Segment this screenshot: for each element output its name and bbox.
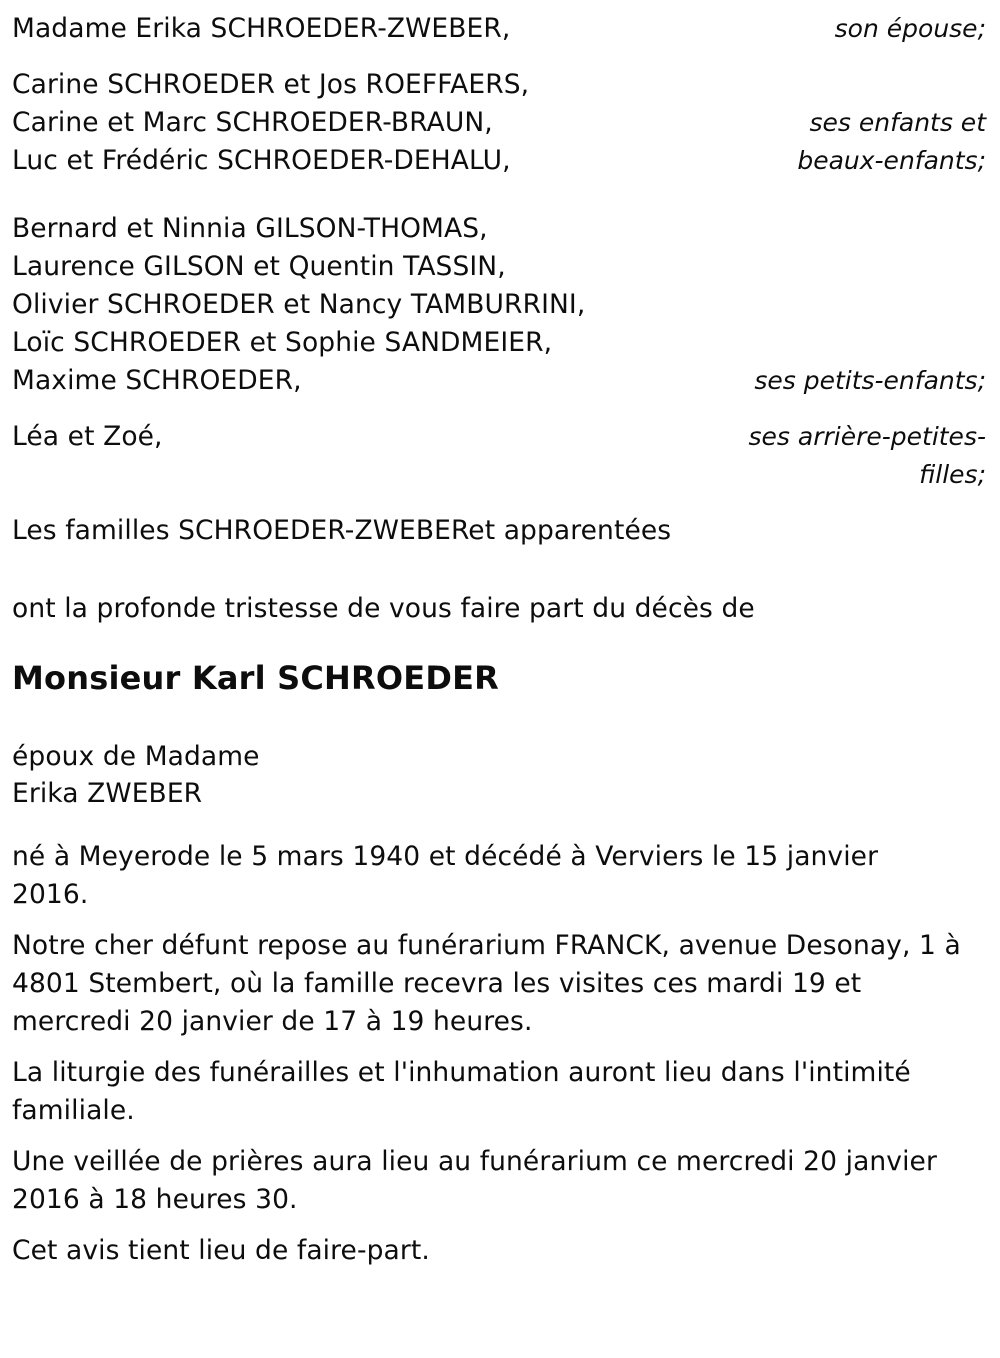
spouse-name: Erika ZWEBER — [12, 778, 203, 809]
spacer — [12, 628, 988, 658]
spacer — [12, 48, 988, 66]
detail-paragraph-vigil: Une veillée de prières aura lieu au funérarium ce mercredi 20 janvier 2016 à 18 heures 30. — [12, 1146, 937, 1215]
relation-names-spouse — [12, 10, 510, 48]
deceased-name: Monsieur Karl SCHROEDER — [12, 659, 499, 697]
relation-role-spouse: son épouse; — [834, 14, 986, 43]
relation-name-line: Madame Erika SCHROEDER-ZWEBER, — [12, 13, 511, 44]
spouse-of-block — [12, 738, 988, 812]
spacer — [12, 400, 988, 418]
spacer — [12, 494, 988, 512]
spacer — [12, 698, 988, 738]
families-line: Les familles SCHROEDER-ZWEBERet apparentées — [12, 515, 672, 546]
relation-name-line: Loïc SCHROEDER et Sophie SANDMEIER, — [12, 327, 553, 358]
spouse-of-label: époux de Madame — [12, 741, 260, 772]
detail-paragraph-notice: Cet avis tient lieu de faire-part. — [12, 1235, 430, 1266]
announcement-line: ont la profonde tristesse de vous faire part du décès de — [12, 593, 755, 624]
relation-block-great-granddaughters — [12, 418, 988, 494]
relation-name-line: Carine SCHROEDER et Jos ROEFFAERS, — [12, 69, 530, 100]
relation-role-great-granddaughters: ses arrière-petites-filles; — [748, 422, 986, 489]
relation-name-line: Luc et Frédéric SCHROEDER-DEHALU, — [12, 145, 511, 176]
detail-paragraph-funerarium: Notre cher défunt repose au funérarium FRANCK, avenue Desonay, 1 à 4801 Stembert, où la famille recevra les visites ces mardi 19 et mercredi 20 janvier de 17 à 19 heures. — [12, 930, 961, 1037]
relation-name-line: Olivier SCHROEDER et Nancy TAMBURRINI, — [12, 289, 586, 320]
relation-role-children: ses enfants et beaux-enfants; — [797, 108, 986, 175]
detail-paragraph-birth-death: né à Meyerode le 5 mars 1940 et décédé à Verviers le 15 janvier 2016. — [12, 841, 879, 910]
relation-name-line: Léa et Zoé, — [12, 421, 163, 452]
relation-block-children — [12, 66, 988, 180]
relation-block-grandchildren — [12, 210, 988, 400]
relation-name-line: Bernard et Ninnia GILSON-THOMAS, — [12, 213, 488, 244]
relation-block-spouse — [12, 10, 988, 48]
relation-name-line: Laurence GILSON et Quentin TASSIN, — [12, 251, 506, 282]
relation-names-grandchildren — [12, 210, 585, 400]
relation-name-line: Carine et Marc SCHROEDER-BRAUN, — [12, 107, 493, 138]
relation-names-children — [12, 66, 529, 180]
detail-paragraph-liturgy: La liturgie des funérailles et l'inhumation auront lieu dans l'intimité familiale. — [12, 1057, 911, 1126]
spacer — [12, 812, 988, 838]
relation-names-great-granddaughters — [12, 418, 163, 456]
relation-role-grandchildren: ses petits-enfants; — [754, 366, 986, 395]
spacer — [12, 550, 988, 590]
spacer — [12, 180, 988, 210]
relation-name-line: Maxime SCHROEDER, — [12, 365, 302, 396]
